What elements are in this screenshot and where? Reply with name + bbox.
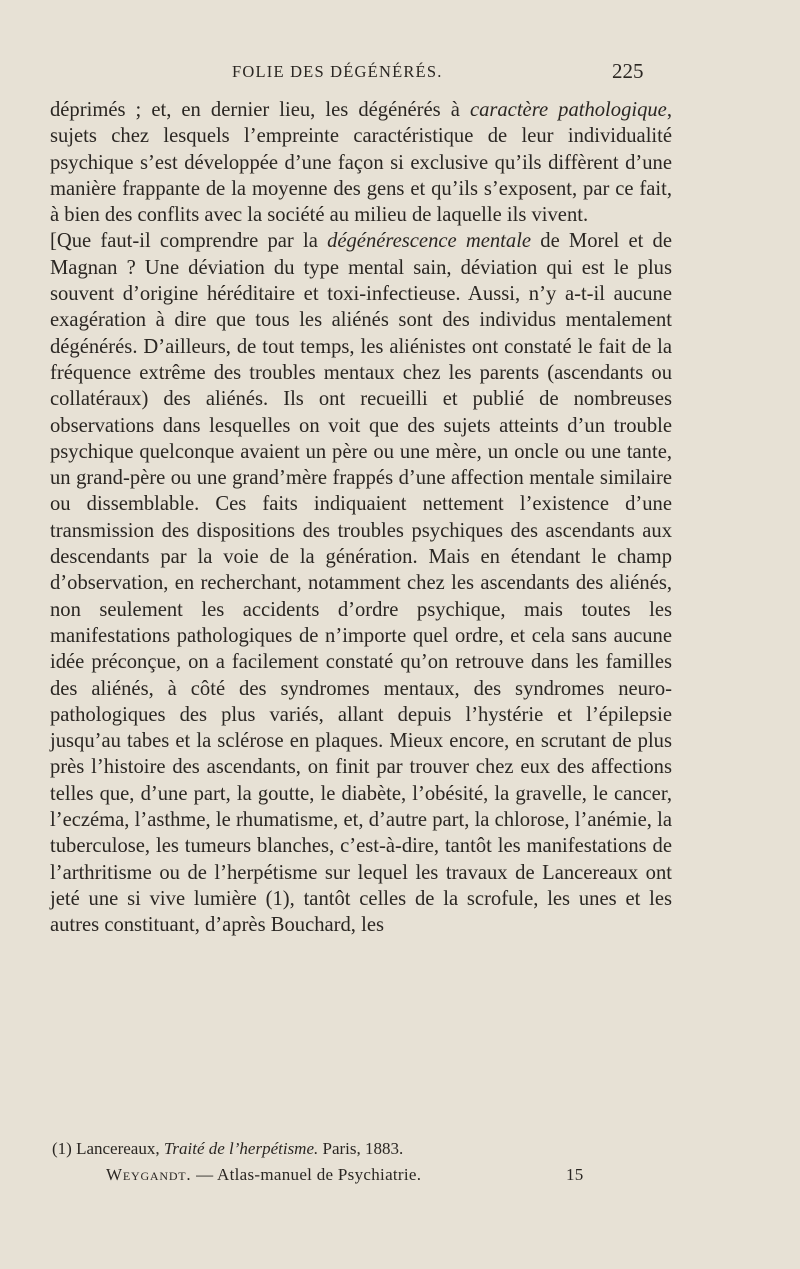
text-segment: [Que faut-il comprendre par la: [50, 230, 328, 253]
signature-dash: —: [196, 1165, 214, 1184]
italic-term: dégénérescence mentale: [327, 230, 532, 253]
signature-author: Weygandt.: [106, 1165, 192, 1184]
footnotes: [50, 1136, 672, 1188]
body-text: [50, 97, 672, 939]
footnote-1: [50, 1136, 672, 1162]
paragraph-2: [50, 228, 672, 938]
signature-sheet-number: 15: [566, 1165, 584, 1184]
text-segment: , sujets chez lesquels l’empreinte caractéristique de leur individualité psychique s’est développée d’une façon si exclusive qu’ils diffèrent d’une manière frappante de la moyenne des gens et qu’ils s’exposent, par ce fait, à bien des conflits avec la société au milieu de laquelle ils vivent.: [50, 99, 672, 227]
footnote-title: Traité de l’herpétisme.: [163, 1139, 319, 1158]
footnote-marker: (1): [52, 1139, 72, 1158]
footnote-author: Lancereaux,: [76, 1139, 160, 1158]
printer-signature: [50, 1162, 672, 1188]
page-number: 225: [612, 59, 644, 83]
italic-term: caractère pathologique: [469, 99, 667, 121]
text-segment: déprimés ; et, en dernier lieu, les dégénérés à: [50, 99, 470, 121]
page-header: [0, 59, 800, 90]
signature-title: Atlas-manuel de Psychiatrie.: [217, 1165, 422, 1184]
running-title: FOLIE DES DÉGÉNÉRÉS.: [232, 62, 443, 81]
paragraph-1: [50, 97, 672, 228]
footnote-rest: Paris, 1883.: [322, 1139, 404, 1158]
text-segment: de Morel et de Magnan ? Une déviation du type mental sain, déviation qui est le plus souvent d’origine héréditaire et toxi-infectieuse. Aussi, n’y a-t-il aucune exagération à dire que tous les aliénés sont des individus mentalement dégénérés. D’ailleurs, de tout temps, les aliénistes ont constaté le fait de la fréquence extrême des troubles mentaux chez les parents (ascendants ou collatéraux) des aliénés. Ils ont recueilli et publié de nombreuses observations dans lesquelles on voit que des sujets atteints d’un trouble psychique quelconque avaient un père ou une mère, un oncle ou une tante, un grand-père ou une grand’mère frappés d’une affection mentale similaire ou dissemblable. Ces faits indiquaient nettement l’existence d’une transmission des dispositions des troubles psychiques des ascendants aux descendants par la voie de la génération. Mais en étendant le champ d’observation, en recherchant, notamment chez les ascendants des aliénés, non seulement les accidents d’ordre psychique, mais toutes les manifestations pathologiques de n’importe quel ordre, et cela sans aucune idée préconçue, on a facilement constaté qu’on retrouve dans les familles des aliénés, à côté des syndromes mentaux, des syndromes neuro-pathologiques des plus variés, allant depuis l’hystérie et l’épilepsie jusqu’au tabes et la sclérose en plaques. Mieux encore, en scrutant de plus près l’histoire des ascendants, on finit par trouver chez eux des affections telles que, d’une part, la goutte, le diabète, l’obésité, la gravelle, le cancer, l’eczéma, l’asthme, le rhumatisme, et, d’autre part, la chlorose, l’anémie, la tuberculose, les tumeurs blanches, c’est-à-dire, tantôt les manifestations de l’arthritisme ou de l’herpétisme sur lequel les travaux de Lancereaux ont jeté une si vive lumière (1), tantôt celles de la scrofule, les unes et les autres constituant, d’après Bouchard, les: [50, 230, 672, 937]
